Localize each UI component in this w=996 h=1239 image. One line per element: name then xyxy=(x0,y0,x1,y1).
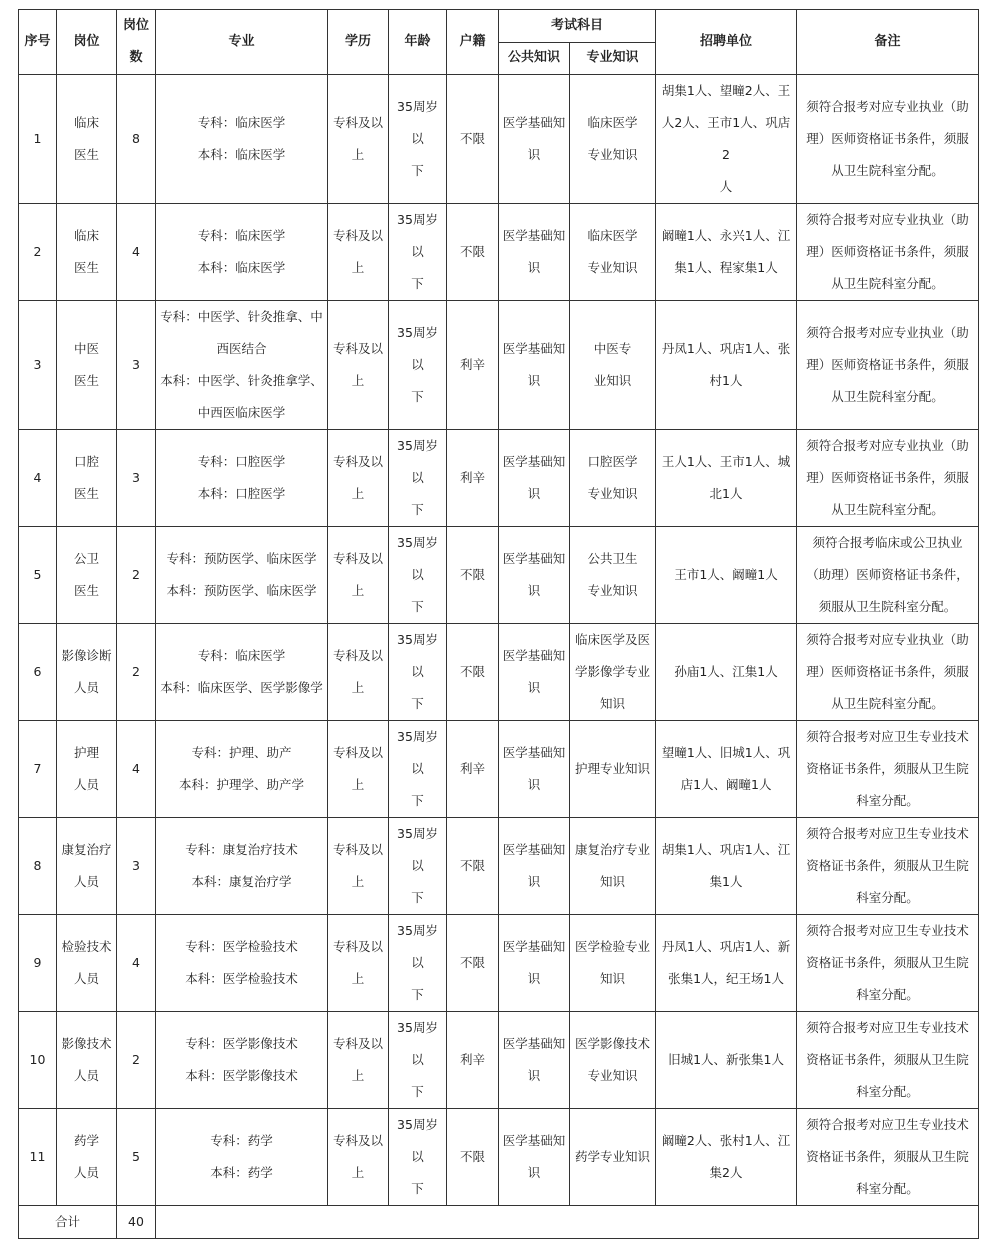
cell-exam-professional: 口腔医学 专业知识 xyxy=(570,430,656,527)
cell-exam-public: 医学基础知 识 xyxy=(499,1109,570,1206)
cell-major: 专科：药学 本科：药学 xyxy=(156,1109,328,1206)
cell-post: 检验技术 人员 xyxy=(57,915,117,1012)
cell-post: 中医 医生 xyxy=(57,301,117,430)
cell-exam-public: 医学基础知 识 xyxy=(499,721,570,818)
header-exam-professional: 专业知识 xyxy=(570,42,656,75)
cell-major: 专科：医学检验技术 本科：医学检验技术 xyxy=(156,915,328,1012)
cell-exam-public: 医学基础知 识 xyxy=(499,915,570,1012)
cell-count: 8 xyxy=(117,75,156,204)
cell-hukou: 不限 xyxy=(447,624,499,721)
cell-index: 6 xyxy=(19,624,57,721)
cell-post: 临床 医生 xyxy=(57,75,117,204)
cell-units: 王市1人、阚疃1人 xyxy=(656,527,797,624)
cell-post: 药学 人员 xyxy=(57,1109,117,1206)
cell-exam-public: 医学基础知 识 xyxy=(499,818,570,915)
total-row xyxy=(19,1206,979,1239)
cell-major: 专科：中医学、针灸推拿、中 西医结合 本科：中医学、针灸推拿学、 中西医临床医学 xyxy=(156,301,328,430)
cell-hukou: 利辛 xyxy=(447,1012,499,1109)
cell-education: 专科及以 上 xyxy=(328,818,389,915)
cell-index: 5 xyxy=(19,527,57,624)
cell-hukou: 不限 xyxy=(447,1109,499,1206)
cell-age: 35周岁以 下 xyxy=(389,624,447,721)
header-age: 年龄 xyxy=(389,10,447,75)
cell-education: 专科及以 上 xyxy=(328,430,389,527)
header-exam-public: 公共知识 xyxy=(499,42,570,75)
cell-count: 3 xyxy=(117,301,156,430)
cell-remark: 须符合报考对应卫生专业技术 资格证书条件，须服从卫生院 科室分配。 xyxy=(797,818,979,915)
cell-hukou: 利辛 xyxy=(447,430,499,527)
cell-exam-public: 医学基础知 识 xyxy=(499,527,570,624)
cell-remark: 须符合报考对应卫生专业技术 资格证书条件，须服从卫生院 科室分配。 xyxy=(797,721,979,818)
cell-education: 专科及以 上 xyxy=(328,915,389,1012)
cell-count: 3 xyxy=(117,430,156,527)
total-value: 40 xyxy=(117,1206,156,1239)
cell-count: 3 xyxy=(117,818,156,915)
cell-index: 2 xyxy=(19,204,57,301)
cell-exam-professional: 医学影像技术 专业知识 xyxy=(570,1012,656,1109)
cell-age: 35周岁以 下 xyxy=(389,301,447,430)
cell-exam-public: 医学基础知 识 xyxy=(499,75,570,204)
header-remark: 备注 xyxy=(797,10,979,75)
cell-age: 35周岁以 下 xyxy=(389,527,447,624)
cell-education: 专科及以 上 xyxy=(328,204,389,301)
cell-age: 35周岁以 下 xyxy=(389,1012,447,1109)
cell-exam-professional: 公共卫生 专业知识 xyxy=(570,527,656,624)
cell-index: 8 xyxy=(19,818,57,915)
cell-hukou: 不限 xyxy=(447,75,499,204)
cell-major: 专科：口腔医学 本科：口腔医学 xyxy=(156,430,328,527)
table-row xyxy=(19,624,979,721)
cell-count: 2 xyxy=(117,624,156,721)
cell-index: 11 xyxy=(19,1109,57,1206)
cell-post: 护理 人员 xyxy=(57,721,117,818)
cell-hukou: 不限 xyxy=(447,527,499,624)
cell-exam-public: 医学基础知 识 xyxy=(499,1012,570,1109)
cell-units: 阚疃2人、张村1人、江 集2人 xyxy=(656,1109,797,1206)
header-index: 序号 xyxy=(19,10,57,75)
cell-exam-professional: 药学专业知识 xyxy=(570,1109,656,1206)
cell-education: 专科及以 上 xyxy=(328,301,389,430)
cell-index: 9 xyxy=(19,915,57,1012)
cell-exam-public: 医学基础知 识 xyxy=(499,430,570,527)
table-row xyxy=(19,1109,979,1206)
table-row xyxy=(19,915,979,1012)
cell-count: 5 xyxy=(117,1109,156,1206)
cell-count: 2 xyxy=(117,1012,156,1109)
header-count: 岗位数 xyxy=(117,10,156,75)
cell-remark: 须符合报考对应专业执业（助 理）医师资格证书条件，须服 从卫生院科室分配。 xyxy=(797,75,979,204)
cell-units: 胡集1人、巩店1人、江 集1人 xyxy=(656,818,797,915)
cell-index: 7 xyxy=(19,721,57,818)
cell-major: 专科：临床医学 本科：临床医学 xyxy=(156,75,328,204)
cell-units: 丹凤1人、巩店1人、张 村1人 xyxy=(656,301,797,430)
cell-exam-professional: 护理专业知识 xyxy=(570,721,656,818)
cell-post: 影像诊断 人员 xyxy=(57,624,117,721)
cell-age: 35周岁以 下 xyxy=(389,75,447,204)
cell-exam-public: 医学基础知 识 xyxy=(499,301,570,430)
cell-major: 专科：医学影像技术 本科：医学影像技术 xyxy=(156,1012,328,1109)
cell-remark: 须符合报考对应专业执业（助 理）医师资格证书条件，须服 从卫生院科室分配。 xyxy=(797,430,979,527)
table-row xyxy=(19,301,979,430)
table-body xyxy=(19,75,979,1206)
cell-hukou: 不限 xyxy=(447,818,499,915)
cell-hukou: 不限 xyxy=(447,204,499,301)
cell-age: 35周岁以 下 xyxy=(389,915,447,1012)
cell-education: 专科及以 上 xyxy=(328,721,389,818)
cell-hukou: 利辛 xyxy=(447,721,499,818)
cell-post: 公卫 医生 xyxy=(57,527,117,624)
cell-exam-public: 医学基础知 识 xyxy=(499,204,570,301)
table-row xyxy=(19,527,979,624)
recruitment-table xyxy=(18,9,979,1239)
total-label: 合计 xyxy=(19,1206,117,1239)
cell-remark: 须符合报考对应专业执业（助 理）医师资格证书条件，须服 从卫生院科室分配。 xyxy=(797,624,979,721)
cell-age: 35周岁以 下 xyxy=(389,818,447,915)
cell-exam-professional: 临床医学及医 学影像学专业 知识 xyxy=(570,624,656,721)
cell-hukou: 利辛 xyxy=(447,301,499,430)
cell-count: 4 xyxy=(117,721,156,818)
cell-remark: 须符合报考对应专业执业（助 理）医师资格证书条件，须服 从卫生院科室分配。 xyxy=(797,204,979,301)
cell-post: 影像技术 人员 xyxy=(57,1012,117,1109)
cell-exam-professional: 医学检验专业 知识 xyxy=(570,915,656,1012)
cell-major: 专科：临床医学 本科：临床医学 xyxy=(156,204,328,301)
cell-age: 35周岁以 下 xyxy=(389,430,447,527)
cell-remark: 须符合报考对应卫生专业技术 资格证书条件，须服从卫生院 科室分配。 xyxy=(797,1012,979,1109)
header-hukou: 户籍 xyxy=(447,10,499,75)
cell-post: 临床 医生 xyxy=(57,204,117,301)
cell-count: 4 xyxy=(117,915,156,1012)
cell-education: 专科及以 上 xyxy=(328,1012,389,1109)
cell-age: 35周岁以 下 xyxy=(389,204,447,301)
header-post: 岗位 xyxy=(57,10,117,75)
cell-units: 王人1人、王市1人、城 北1人 xyxy=(656,430,797,527)
table-row xyxy=(19,818,979,915)
cell-count: 2 xyxy=(117,527,156,624)
cell-exam-public: 医学基础知 识 xyxy=(499,624,570,721)
cell-units: 望疃1人、旧城1人、巩 店1人、阚疃1人 xyxy=(656,721,797,818)
cell-education: 专科及以 上 xyxy=(328,75,389,204)
cell-exam-professional: 临床医学 专业知识 xyxy=(570,204,656,301)
cell-education: 专科及以 上 xyxy=(328,527,389,624)
table-row xyxy=(19,721,979,818)
cell-major: 专科：护理、助产 本科：护理学、助产学 xyxy=(156,721,328,818)
cell-units: 丹凤1人、巩店1人、新 张集1人，纪王场1人 xyxy=(656,915,797,1012)
header-education: 学历 xyxy=(328,10,389,75)
cell-exam-professional: 临床医学 专业知识 xyxy=(570,75,656,204)
table-row xyxy=(19,430,979,527)
cell-units: 孙庙1人、江集1人 xyxy=(656,624,797,721)
table-row xyxy=(19,75,979,204)
cell-age: 35周岁以 下 xyxy=(389,721,447,818)
header-units: 招聘单位 xyxy=(656,10,797,75)
cell-units: 旧城1人、新张集1人 xyxy=(656,1012,797,1109)
cell-education: 专科及以 上 xyxy=(328,1109,389,1206)
cell-exam-professional: 康复治疗专业 知识 xyxy=(570,818,656,915)
cell-major: 专科：康复治疗技术 本科：康复治疗学 xyxy=(156,818,328,915)
cell-age: 35周岁以 下 xyxy=(389,1109,447,1206)
cell-index: 1 xyxy=(19,75,57,204)
cell-remark: 须符合报考对应专业执业（助 理）医师资格证书条件，须服 从卫生院科室分配。 xyxy=(797,301,979,430)
cell-post: 康复治疗 人员 xyxy=(57,818,117,915)
table-row xyxy=(19,204,979,301)
cell-post: 口腔 医生 xyxy=(57,430,117,527)
cell-index: 4 xyxy=(19,430,57,527)
cell-units: 胡集1人、望疃2人、王 人2人、王市1人、巩店2 人 xyxy=(656,75,797,204)
cell-index: 10 xyxy=(19,1012,57,1109)
cell-remark: 须符合报考对应卫生专业技术 资格证书条件，须服从卫生院 科室分配。 xyxy=(797,915,979,1012)
table-row xyxy=(19,1012,979,1109)
cell-major: 专科：临床医学 本科：临床医学、医学影像学 xyxy=(156,624,328,721)
cell-units: 阚疃1人、永兴1人、江 集1人、程家集1人 xyxy=(656,204,797,301)
cell-hukou: 不限 xyxy=(447,915,499,1012)
cell-education: 专科及以 上 xyxy=(328,624,389,721)
cell-remark: 须符合报考对应卫生专业技术 资格证书条件，须服从卫生院 科室分配。 xyxy=(797,1109,979,1206)
cell-exam-professional: 中医专 业知识 xyxy=(570,301,656,430)
cell-remark: 须符合报考临床或公卫执业 （助理）医师资格证书条件， 须服从卫生院科室分配。 xyxy=(797,527,979,624)
header-exam: 考试科目 xyxy=(499,10,656,43)
total-blank xyxy=(156,1206,979,1239)
cell-count: 4 xyxy=(117,204,156,301)
cell-major: 专科：预防医学、临床医学 本科：预防医学、临床医学 xyxy=(156,527,328,624)
cell-index: 3 xyxy=(19,301,57,430)
header-major: 专业 xyxy=(156,10,328,75)
